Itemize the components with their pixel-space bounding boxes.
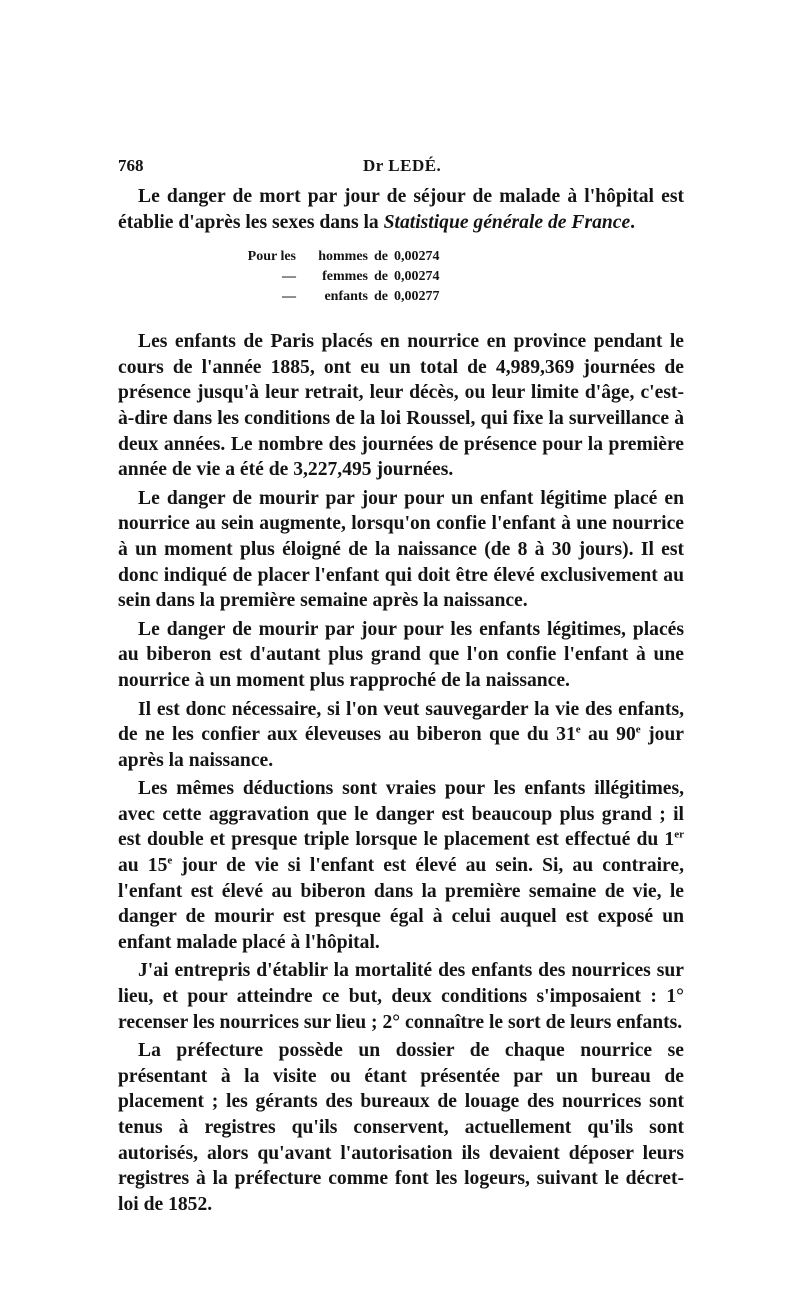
- p5-superscript-1: er: [674, 828, 684, 841]
- p4-text-c: jour après la naissance.: [118, 724, 684, 771]
- paragraph-7: La préfecture possède un dossier de chaque nourrice se présentant à la visite ou étant présentée par un bureau de placement ; les gérants des bureaux de louage des nourrices sont tenus à registres qu'ils conservent, actuellement qu'ils sont autorisés, alors qu'avant l'autorisation ils devaient déposer leurs registres à la préfecture comme font les logeurs, suivant le décret-loi de 1852.: [118, 1040, 684, 1215]
- p4-superscript-2: e: [635, 723, 641, 736]
- stat-row-hommes: [118, 247, 684, 267]
- p5-superscript-2: e: [167, 854, 173, 867]
- paragraph-6: J'ai entrepris d'établir la mortalité des enfants des nourrices sur lieu, et pour atteindre ce but, deux conditions s'imposaient : 1° recenser les nourrices sur lieu ; 2° connaître le sort de leurs enfants.: [118, 960, 684, 1033]
- intro-italic-title: Statistique générale de France: [383, 211, 631, 233]
- p4-superscript-1: e: [575, 723, 581, 736]
- stat-lead: —: [282, 269, 296, 285]
- paragraph-5: [118, 776, 684, 955]
- p5-text-b: au 15: [118, 855, 168, 877]
- intro-text: Le danger de mort par jour de séjour de malade à l'hôpital est établie d'après les sexes dans la: [118, 186, 684, 233]
- stat-de: de: [374, 249, 388, 265]
- stat-lead: —: [282, 289, 296, 305]
- paragraph-4: [118, 697, 684, 774]
- stat-value: 0,00277: [394, 289, 440, 305]
- running-head: Dr LEDÉ.: [363, 156, 442, 175]
- stat-value: 0,00274: [394, 269, 440, 285]
- body-text: [118, 184, 684, 1220]
- paragraph-1: Les enfants de Paris placés en nourrice en province pendant le cours de l'année 1885, ont eu un total de 4,989,369 journées de présence jusqu'à leur retrait, leur décès, ou leur limite d'âge, c'est-à-dire dans les conditions de la loi Roussel, qui fixe la surveillance à deux années. Le nombre des journées de présence pour la première année de vie a été de 3,227,495 journées.: [118, 331, 684, 481]
- stat-lead: Pour les: [247, 249, 296, 265]
- p4-text-b: au 90: [580, 724, 636, 746]
- stat-label: hommes: [318, 249, 368, 265]
- stat-label: enfants: [324, 289, 368, 305]
- page-number: 768: [118, 156, 144, 175]
- stat-row-femmes: [118, 267, 684, 287]
- p5-text-a: Les mêmes déductions sont vraies pour les enfants illégitimes, avec cette aggravation que le danger est beaucoup plus grand ; il est double et presque triple lorsque le placement est effectué du 1: [118, 778, 684, 851]
- intro-paragraph: [118, 184, 684, 235]
- page-header: [118, 156, 684, 184]
- p5-text-c: jour de vie si l'enfant est élevé au sein. Si, au contraire, l'enfant est élevé au biberon dans la première semaine de vie, le danger de mourir est presque égal à celui auquel est exposé un enfant malade placé à l'hôpital.: [118, 855, 684, 953]
- mortality-stats-list: [118, 247, 684, 307]
- paragraph-2: Le danger de mourir par jour pour un enfant légitime placé en nourrice au sein augmente, lorsqu'on confie l'enfant à une nourrice à un moment plus éloigné de la naissance (de 8 à 30 jours). Il est donc indiqué de placer l'enfant qui doit être élevé exclusivement au sein dans la première semaine après la naissance.: [118, 487, 684, 612]
- stat-label: femmes: [322, 269, 368, 285]
- stat-row-enfants: [118, 287, 684, 307]
- p4-text-a: Il est donc nécessaire, si l'on veut sauvegarder la vie des enfants, de ne les confier aux éleveuses au biberon que du 31: [118, 698, 684, 746]
- stat-de: de: [374, 269, 388, 285]
- intro-text-end: .: [630, 211, 636, 233]
- stat-de: de: [374, 289, 388, 305]
- stat-value: 0,00274: [394, 249, 440, 265]
- paragraph-3: Le danger de mourir par jour pour les enfants légitimes, placés au biberon est d'autant plus grand que l'on confie l'enfant à une nourrice à un moment plus rapproché de la naissance.: [118, 618, 684, 691]
